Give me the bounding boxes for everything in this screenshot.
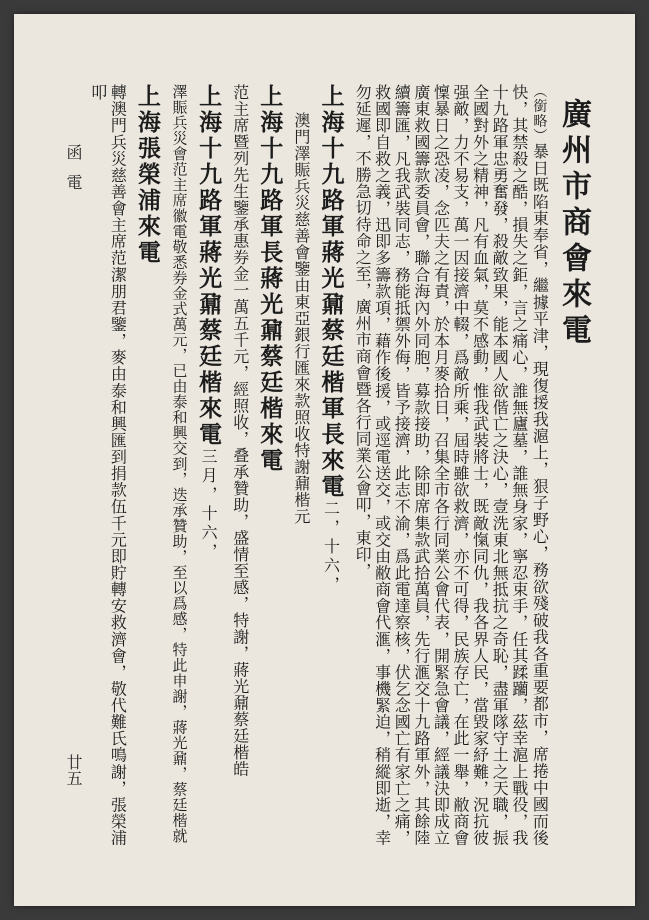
article-title: 上海張榮浦來電 [133,84,161,266]
article-body: 轉澳門兵災慈善會主席范潔朋君鑒，麥由泰和興匯到捐款伍千元即貯轉安救濟會，敬代難氏鳴謝，張榮浦叩 [88,84,128,846]
article-title-text: 上海十九路軍蔣光鼐蔡廷楷軍長來電 [317,84,345,500]
article-body: 澤賑兵災會范主席徽電敬悉券金式萬元，已由泰和興交到，迭承贊助，至以爲感，特此申謝，蔣光鼐，蔡廷楷就 [170,84,189,844]
paragraph-tag: （銜略） [531,84,548,143]
article-date: 三月，十六， [199,448,219,562]
running-head: 函電 [64,144,83,204]
article-title-text: 上海十九路軍蔣光鼐蔡廷楷來電 [195,84,223,448]
article-date: 二，十六， [321,500,341,595]
article-body: 范主席暨列先生鑒承惠券金一萬五千元，經照收，叠承贊助，盛情至感，特謝，蔣光鼐蔡廷楷皓 [230,84,250,777]
article-body: 澳門澤賑兵災慈善會鑒由東亞銀行匯來款照收特謝鼐楷元 [291,112,311,525]
page-body [63,84,591,847]
paragraph-text: 暴日既陷東奉省，繼據平津，現復援我滬上，狠子野心，務欲殘破我各重要都市，席捲中國而後快，其禁殺之酷，損失之鉅，言之痛心，誰無廬墓，誰無身家，寧忍束手，任其蹂躪，茲幸滬上戰役，我十九路軍忠勇奮發，殺敵致果，能本國人欲偕亡之決心，壹洗東北無抵抗之奇恥，盡軍隊守土之天職，振全國對外之精神，凡有血氣，莫不感動，惟我武裝將士，既敵愾同仇，我各界人民，當毀家紓難，況抗彼强敵，力不易支，萬一因接濟中輟，爲敵所乘，屆時雖欲救濟，亦不可得，民族存亡，在此一舉，敝商會懍暴日之恐凌，念匹夫之有責，於本月麥拾日，召集全市各行同業公會代表，開緊急會議，經議決即成立廣東救國籌款委員會，聯合海內外同胞，募款接助，除即席集款武拾萬員，先行滙交十九路軍外，其餘陸續籌匯，凡我武裝同志，務能抵禦外侮，皆予接濟，此志不渝，爲此電達察核，伏乞念國亡有家亡之痛，救國即自救之義，迅即多籌款項，藉作後援，或逕電送交，或交由敝商會代滙，事機緊迫，稍縱即逝，幸勿延遲，不勝急切待命之至，廣州市商會暨各行同業公會叩，東印， [353,84,550,847]
article-title [317,84,345,846]
article-title [195,84,223,846]
document-page [14,14,635,906]
article-title: 上海十九路軍長蔣光鼐蔡廷楷來電 [256,84,284,474]
page-number: 廿五 [64,754,83,786]
article-paragraph [352,84,549,846]
article-title: 廣州市商會來電 [556,98,591,350]
